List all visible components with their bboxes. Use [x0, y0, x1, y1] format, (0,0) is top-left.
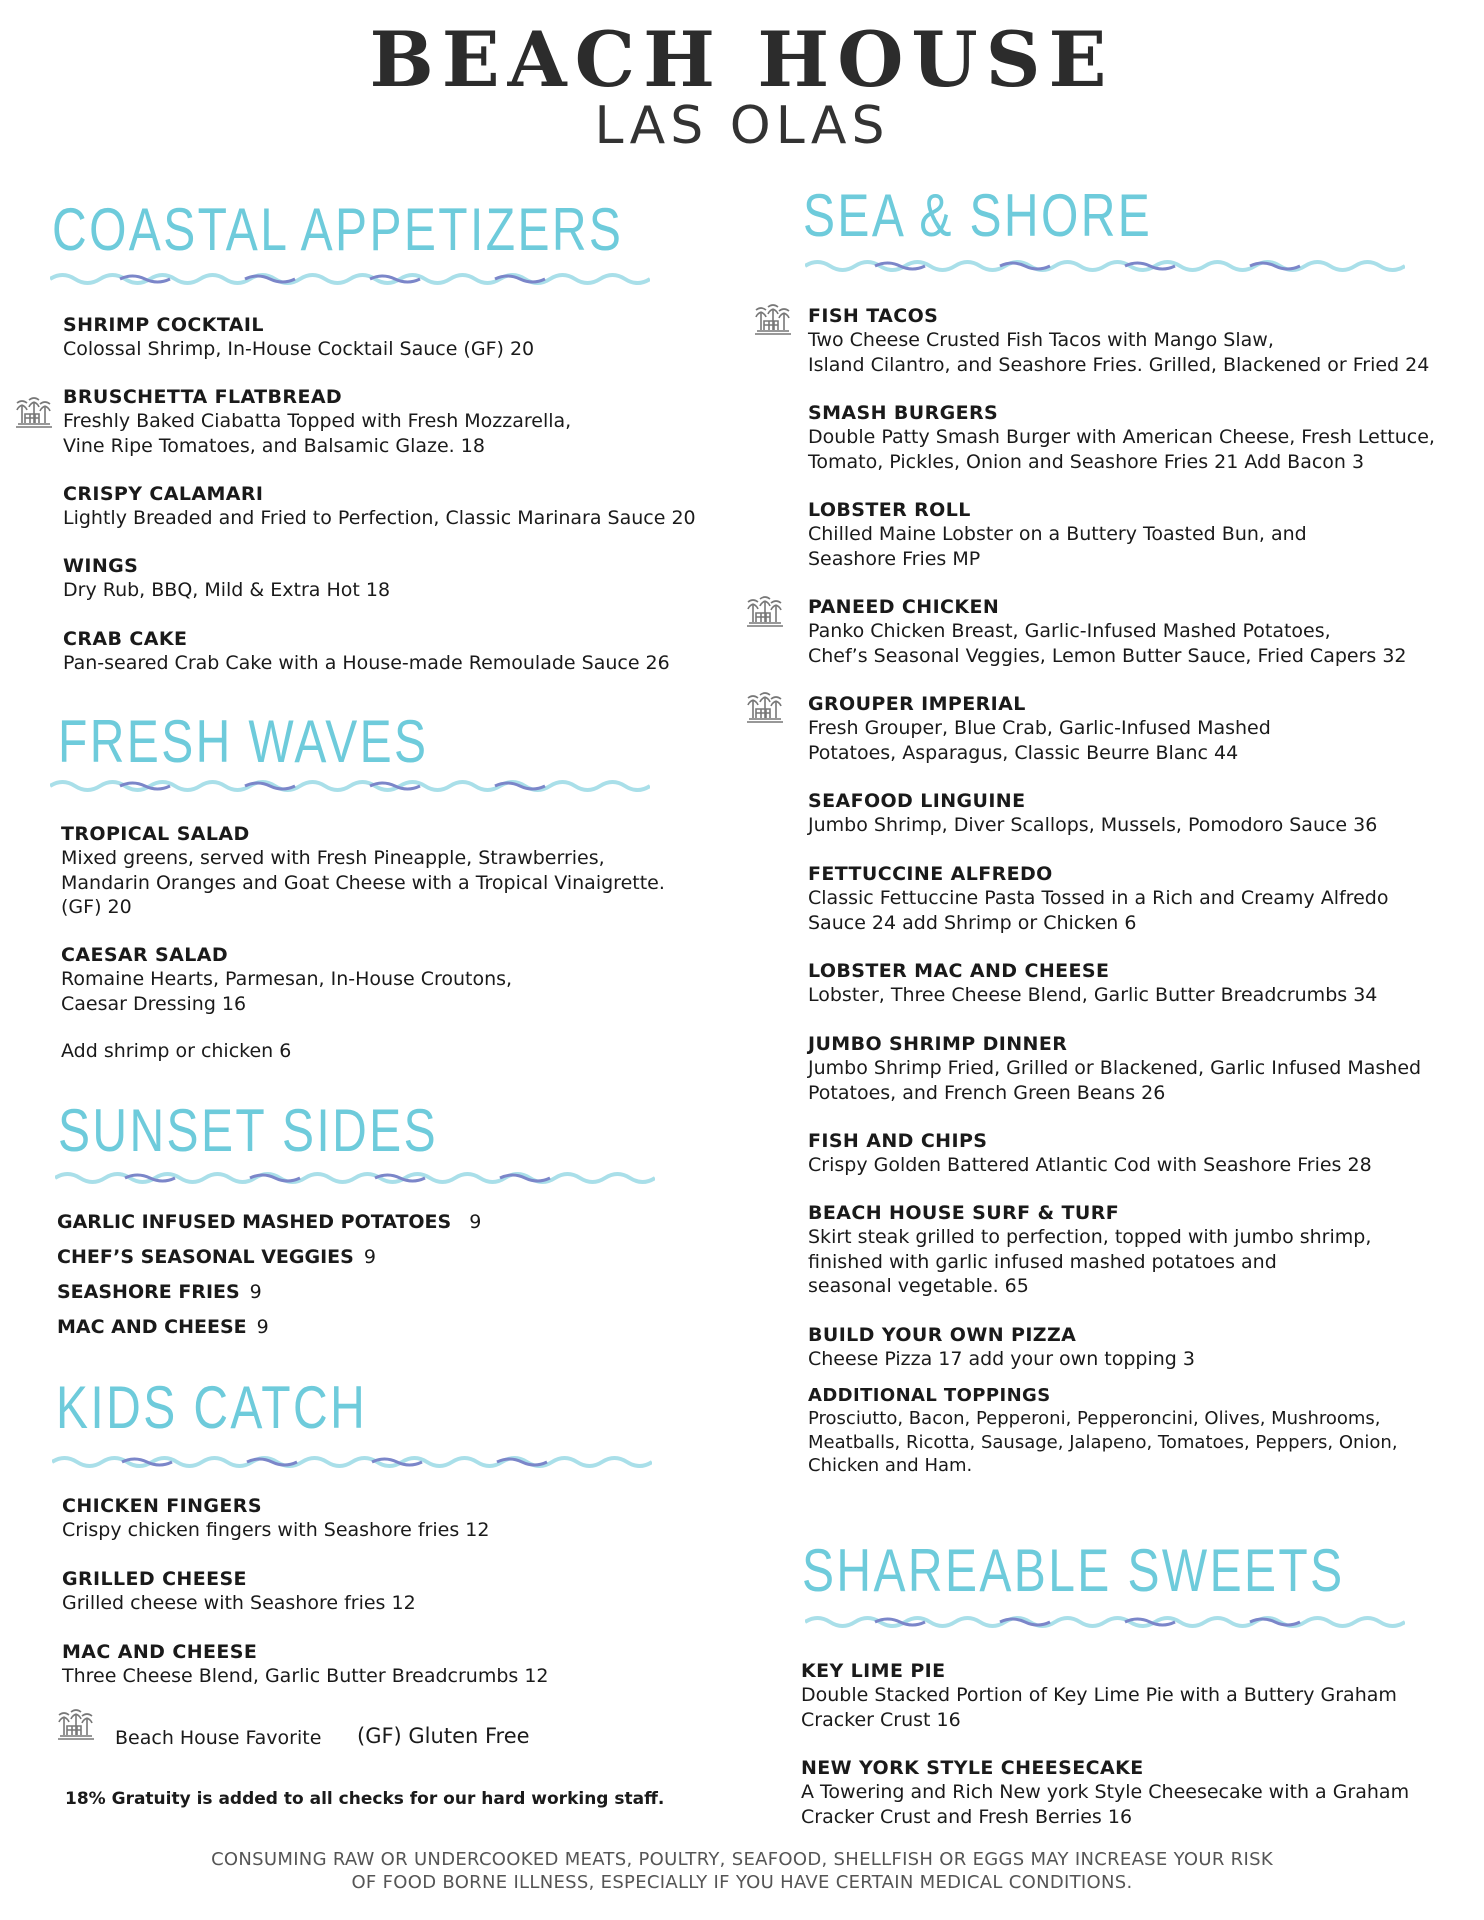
gratuity-note: 18% Gratuity is added to all checks for our hard working staff.: [65, 1789, 665, 1809]
wave-divider: [52, 1451, 652, 1473]
menu-item: [808, 1323, 1195, 1372]
disclaimer-line: CONSUMING RAW OR UNDERCOOKED MEATS, POULTRY, SEAFOOD, SHELLFISH OR EGGS MAY INCREASE YOUR RISK: [211, 1849, 1273, 1870]
menu-item: [808, 1129, 1372, 1178]
menu-item: [808, 862, 1388, 935]
menu-item: [808, 789, 1377, 838]
item-name: JUMBO SHRIMP DINNER: [808, 1033, 1068, 1055]
disclaimer-line: OF FOOD BORNE ILLNESS, ESPECIALLY IF YOU HAVE CERTAIN MEDICAL CONDITIONS.: [351, 1872, 1133, 1893]
menu-item: [63, 385, 571, 458]
item-name: LOBSTER ROLL: [808, 499, 971, 521]
item-desc: Double Patty Smash Burger with American Cheese, Fresh Lettuce, Tomato, Pickles, Onion and Seashore Fries 21 Add Bacon 3: [808, 426, 1435, 473]
item-desc: Classic Fettuccine Pasta Tossed in a Rich and Creamy Alfredo Sauce 24 add Shrimp or Chicken 6: [808, 887, 1389, 934]
menu-item: [808, 959, 1377, 1008]
item-desc: Crispy chicken fingers with Seashore fries 12: [62, 1519, 490, 1541]
item-price: 9: [363, 1246, 376, 1268]
side-item: [57, 1280, 262, 1304]
menu-item: [808, 692, 1271, 765]
item-name: GARLIC INFUSED MASHED POTATOES: [57, 1211, 452, 1233]
section-title-sea-and-shore: SEA & SHORE: [803, 182, 1153, 249]
item-desc: Chilled Maine Lobster on a Buttery Toasted Bun, and Seashore Fries MP: [808, 523, 1307, 570]
palm-trees-icon: [753, 300, 793, 340]
item-name: LOBSTER MAC AND CHEESE: [808, 960, 1110, 982]
item-name: CHICKEN FINGERS: [62, 1495, 262, 1517]
item-desc: Jumbo Shrimp, Diver Scallops, Mussels, Pomodoro Sauce 36: [808, 814, 1378, 836]
item-desc: Colossal Shrimp, In-House Cocktail Sauce (GF) 20: [63, 338, 535, 360]
item-name: MAC AND CHEESE: [62, 1641, 258, 1663]
side-item: [57, 1245, 376, 1269]
add-protein-note: Add shrimp or chicken 6: [61, 1040, 292, 1062]
item-desc: Grilled cheese with Seashore fries 12: [62, 1592, 416, 1614]
item-desc: Freshly Baked Ciabatta Topped with Fresh Mozzarella, Vine Ripe Tomatoes, and Balsamic Glaze. 18: [63, 410, 572, 457]
palm-trees-icon: [745, 592, 785, 632]
item-name: FETTUCCINE ALFREDO: [808, 863, 1053, 885]
wave-divider: [50, 268, 650, 290]
palm-trees-icon: [14, 393, 54, 433]
item-desc: Romaine Hearts, Parmesan, In-House Croutons, Caesar Dressing 16: [61, 968, 513, 1015]
item-price: 9: [256, 1316, 269, 1338]
item-name: WINGS: [63, 555, 139, 577]
item-desc: Three Cheese Blend, Garlic Butter Breadcrumbs 12: [62, 1665, 549, 1687]
wave-divider: [50, 775, 650, 797]
menu-item: [61, 943, 512, 1016]
item-price: 9: [249, 1281, 262, 1303]
legend-favorite: Beach House Favorite: [115, 1727, 322, 1749]
item-name: BUILD YOUR OWN PIZZA: [808, 1324, 1077, 1346]
item-desc: Panko Chicken Breast, Garlic-Infused Mashed Potatoes, Chef’s Seasonal Veggies, Lemon Butter Sauce, Fried Capers 32: [808, 620, 1407, 667]
item-name: TROPICAL SALAD: [61, 823, 250, 845]
section-title-shareable-sweets: SHAREABLE SWEETS: [802, 1537, 1345, 1604]
item-name: SHRIMP COCKTAIL: [63, 314, 264, 336]
menu-item: [63, 554, 390, 603]
menu-item: [63, 627, 670, 676]
menu-item: [808, 1032, 1421, 1105]
menu-item: [801, 1756, 1409, 1829]
section-title-sunset-sides: SUNSET SIDES: [58, 1097, 439, 1164]
item-name: GRILLED CHEESE: [62, 1568, 247, 1590]
menu-item: [62, 1640, 549, 1689]
item-desc: Lobster, Three Cheese Blend, Garlic Butter Breadcrumbs 34: [808, 984, 1378, 1006]
item-name: CRISPY CALAMARI: [63, 483, 264, 505]
item-name: KEY LIME PIE: [801, 1660, 946, 1682]
menu-item: [808, 304, 1429, 377]
menu-item: [808, 1385, 1398, 1478]
item-desc: Crispy Golden Battered Atlantic Cod with Seashore Fries 28: [808, 1154, 1372, 1176]
food-safety-disclaimer: [0, 1848, 1484, 1894]
side-item: [57, 1210, 481, 1234]
item-desc: Prosciutto, Bacon, Pepperoni, Pepperoncini, Olives, Mushrooms, Meatballs, Ricotta, Sausage, Jalapeno, Tomatoes, Peppers, Onion, Chicken and Ham.: [808, 1408, 1398, 1476]
legend-gluten-free: (GF) Gluten Free: [357, 1724, 530, 1748]
brand-subtitle: LAS OLAS: [594, 96, 890, 156]
menu-item: [808, 498, 1307, 571]
item-name: MAC AND CHEESE: [57, 1316, 247, 1338]
item-desc: Pan-seared Crab Cake with a House-made Remoulade Sauce 26: [63, 652, 670, 674]
menu-item: [62, 1494, 489, 1543]
menu-item: [808, 401, 1435, 474]
menu-item: [63, 313, 534, 362]
item-desc: Cheese Pizza 17 add your own topping 3: [808, 1348, 1195, 1370]
item-desc: Two Cheese Crusted Fish Tacos with Mango Slaw, Island Cilantro, and Seashore Fries. Grilled, Blackened or Fried 24: [808, 329, 1430, 376]
wave-divider: [55, 1167, 655, 1189]
item-name: NEW YORK STYLE CHEESECAKE: [801, 1757, 1144, 1779]
item-desc: Jumbo Shrimp Fried, Grilled or Blackened, Garlic Infused Mashed Potatoes, and French Green Beans 26: [808, 1057, 1422, 1104]
menu-item: [808, 1201, 1371, 1299]
item-name: FISH TACOS: [808, 305, 939, 327]
item-desc: Lightly Breaded and Fried to Perfection, Classic Marinara Sauce 20: [63, 507, 696, 529]
menu-item: [808, 595, 1407, 668]
item-desc: Fresh Grouper, Blue Crab, Garlic-Infused Mashed Potatoes, Asparagus, Classic Beurre Blanc 44: [808, 717, 1271, 764]
brand-title: BEACH HOUSE: [369, 15, 1115, 104]
item-name: GROUPER IMPERIAL: [808, 693, 1026, 715]
side-item: [57, 1315, 269, 1339]
item-price: 9: [469, 1211, 482, 1233]
item-name: PANEED CHICKEN: [808, 596, 1000, 618]
menu-item: [61, 822, 665, 920]
menu-item: [63, 482, 696, 531]
item-name: BRUSCHETTA FLATBREAD: [63, 386, 343, 408]
section-title-coastal-appetizers: COASTAL APPETIZERS: [52, 196, 624, 263]
item-desc: A Towering and Rich New york Style Cheesecake with a Graham Cracker Crust and Fresh Berries 16: [801, 1781, 1410, 1828]
menu-item: [62, 1567, 416, 1616]
item-name: SEAFOOD LINGUINE: [808, 790, 1026, 812]
section-title-kids-catch: KIDS CATCH: [56, 1374, 368, 1441]
item-name: ADDITIONAL TOPPINGS: [808, 1385, 1051, 1406]
menu-item: [801, 1659, 1397, 1732]
item-name: CAESAR SALAD: [61, 944, 229, 966]
item-name: SMASH BURGERS: [808, 402, 999, 424]
wave-divider: [805, 255, 1405, 277]
wave-divider: [805, 1611, 1405, 1633]
palm-trees-icon: [745, 688, 785, 728]
item-name: CHEF’S SEASONAL VEGGIES: [57, 1246, 354, 1268]
item-name: BEACH HOUSE SURF & TURF: [808, 1202, 1120, 1224]
section-title-fresh-waves: FRESH WAVES: [58, 708, 429, 775]
item-name: FISH AND CHIPS: [808, 1130, 988, 1152]
item-name: CRAB CAKE: [63, 628, 188, 650]
palm-trees-icon: [56, 1705, 96, 1745]
item-desc: Double Stacked Portion of Key Lime Pie with a Buttery Graham Cracker Crust 16: [801, 1684, 1397, 1731]
item-desc: Dry Rub, BBQ, Mild & Extra Hot 18: [63, 579, 391, 601]
item-desc: Skirt steak grilled to perfection, topped with jumbo shrimp, finished with garlic infused mashed potatoes and seasonal vegetable. 65: [808, 1226, 1372, 1297]
item-desc: Mixed greens, served with Fresh Pineapple, Strawberries, Mandarin Oranges and Goat Cheese with a Tropical Vinaigrette. (GF) 20: [61, 847, 665, 918]
item-name: SEASHORE FRIES: [57, 1281, 240, 1303]
